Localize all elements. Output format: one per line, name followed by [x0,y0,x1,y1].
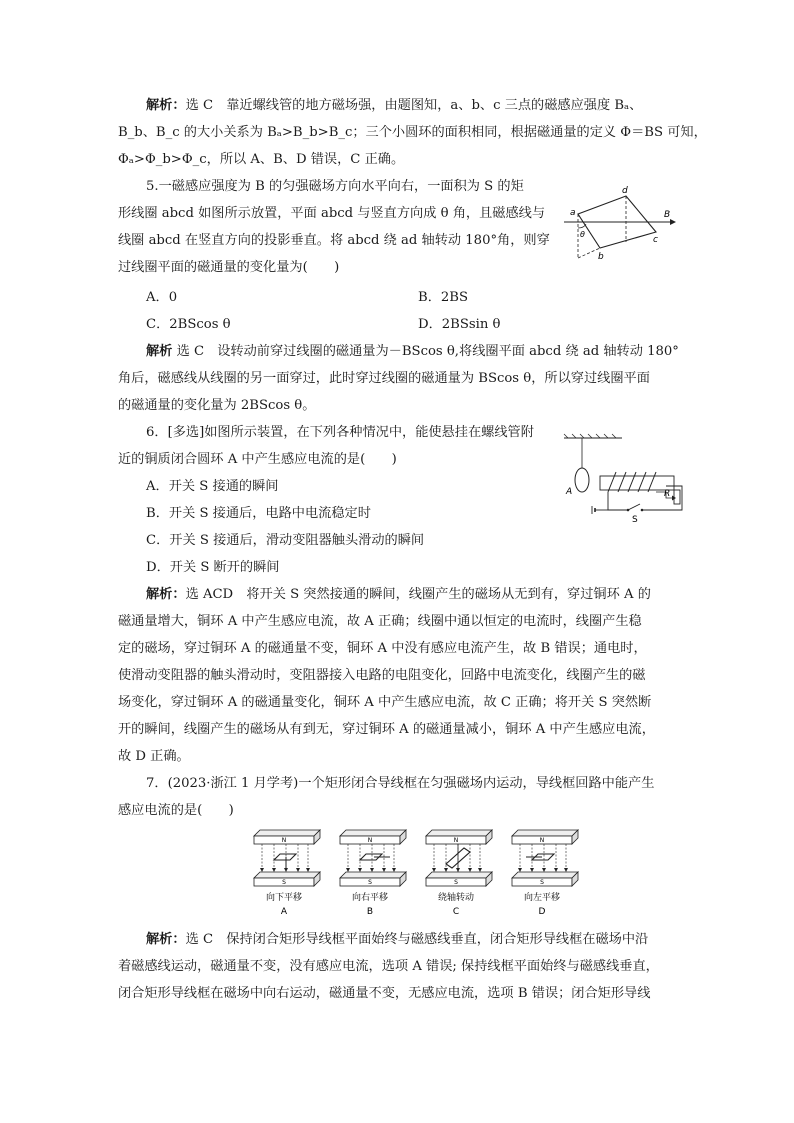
pole-label-n: N [367,837,373,844]
bottom-pole-face [254,872,320,878]
top-pole-face [254,830,320,836]
solution-tag: 解析： [146,932,186,947]
wire-frame [274,854,296,860]
sol5-line-3: 的磁通量的变化量为 2BScos θ。 [118,398,316,413]
q6-option-d: D．开关 S 断开的瞬间 [146,560,280,575]
sol6-line-2: 磁通量增大，铜环 A 中产生感应电流，故 A 正确；线圈中通以恒定的电流时，线圈产生稳 [118,614,642,629]
label-c: c [653,235,658,245]
q5-line-4: 过线圈平面的磁通量的变化量为( ) [118,260,340,275]
panel-letter: A [280,907,288,917]
field-arrow [468,868,472,872]
sol6-line-7: 故 D 正确。 [118,749,190,764]
q6-option-c: C．开关 S 接通后，滑动变阻器触头滑动的瞬间 [146,533,425,548]
pole-label-n: N [281,837,287,844]
q7-magnet-figures [244,826,580,918]
field-arrow [260,868,264,872]
q6-line-1: 6．[多选]如图所示装置，在下列各种情况中，能使悬挂在螺线管附 [146,425,534,440]
field-arrow [392,868,396,872]
field-arrow [296,868,300,872]
label-resistor-R: R [664,489,671,499]
q6-solenoid-figure [562,432,688,524]
field-arrow [530,868,534,872]
sol6-line-3: 定的磁场，穿过铜环 A 的磁通量不变，铜环 A 中没有感应电流产生，故 B 错误；通电时， [118,641,647,656]
field-arrow [444,868,448,872]
label-field-B: B [664,210,671,220]
q7-line-1: 7．(2023·浙江 1 月学考)一个矩形闭合导线框在匀强磁场内运动，导线框回路中能产生 [146,776,655,791]
panel-caption: 向左平移 [523,893,561,903]
sol4-line-3: Φₐ>Φ_b>Φ_c，所以 A、B、D 错误，C 正确。 [118,152,405,167]
q5-option-d: D．2BSsin θ [418,317,501,332]
bottom-pole-face [426,872,492,878]
sol7-line-3: 闭合矩形导线框在磁场中向右运动，磁通量不变，无感应电流，选项 B 错误；闭合矩形导线 [118,986,651,1001]
pole-label-s: S [540,879,544,886]
field-arrow [432,868,436,872]
q5-coil-figure [560,184,680,266]
sol4-line-2: B_b、B_c 的大小关系为 Bₐ>B_b>B_c；三个小圆环的面积相同，根据磁通量的定义 Φ＝BS 可知， [118,125,707,140]
sol5-line-2: 角后，磁感线从线圈的另一面穿过，此时穿过线圈的磁通量为 BScos θ，所以穿过线圈平面 [118,371,650,386]
field-arrow [346,868,350,872]
q6-option-b: B．开关 S 接通后，电路中电流稳定时 [146,506,371,521]
field-arrow [564,868,568,872]
bottom-pole-face [512,872,578,878]
label-a: a [570,208,576,218]
q5-option-a: A．0 [146,290,178,305]
pole-label-n: N [453,837,459,844]
field-arrow [284,868,288,872]
panel-caption: 向下平移 [265,893,303,903]
panel-letter: B [366,907,374,917]
solution-tag: 解析 [146,344,173,359]
field-arrow [370,868,374,872]
sol7-line-2: 着磁感线运动，磁通量不变，没有感应电流，选项 A 错误; 保持线框平面始终与磁感线垂直， [118,959,659,974]
label-ring-A: A [566,487,573,497]
field-arrow [382,868,386,872]
field-arrow [518,868,522,872]
label-switch-S: S [632,515,638,524]
solution-tag: 解析： [146,587,186,602]
top-pole-face [340,830,406,836]
pole-label-s: S [368,879,372,886]
q5-option-b: B．2BS [418,290,468,305]
q7-line-2: 感应电流的是( ) [118,803,234,818]
q5-line-3: 线圈 abcd 在竖直方向的投影垂直。将 abcd 绕 ad 轴转动 180°角，则穿 [118,233,550,248]
sol6-line-1: 解析：选 ACD 将开关 S 突然接通的瞬间，线圈产生的磁场从无到有，穿过铜环 A 的 [146,587,651,602]
panel-caption: 向右平移 [351,893,389,903]
bottom-pole-face [340,872,406,878]
sol5-line-1: 解析 选 C 设转动前穿过线圈的磁通量为－BScos θ,将线圈平面 abcd 绕 ad 轴转动 180° [146,344,679,359]
q6-option-a: A．开关 S 接通的瞬间 [146,479,279,494]
panel-letter: C [452,907,460,917]
field-arrow [306,868,310,872]
field-arrow [542,868,546,872]
pole-label-s: S [282,879,286,886]
label-theta: θ [580,230,585,239]
panel-caption: 绕轴转动 [437,893,475,903]
pole-label-n: N [539,837,545,844]
q5-line-2: 形线圈 abcd 如图所示放置，平面 abcd 与竖直方向成 θ 角，且磁感线与 [118,206,546,221]
q6-line-2: 近的铜质闭合圆环 A 中产生感应电流的是( ) [118,452,397,467]
sol7-line-1: 解析：选 C 保持闭合矩形导线框平面始终与磁感线垂直，闭合矩形导线框在磁场中沿 [146,932,649,947]
field-arrow [272,868,276,872]
sol6-line-4: 使滑动变阻器的触头滑动时，变阻器接入电路的电阻变化，回路中电流变化，线圈产生的磁 [118,668,646,683]
q5-line-1: 5.一磁感应强度为 B 的匀强磁场方向水平向右，一面积为 S 的矩 [146,179,524,194]
top-pole-face [512,830,578,836]
label-b: b [598,252,604,262]
field-arrow [358,868,362,872]
label-d: d [622,186,628,196]
solution-tag: 解析： [146,98,186,113]
field-arrow [478,868,482,872]
field-arrow [554,868,558,872]
pole-label-s: S [454,879,458,886]
sol6-line-5: 场变化，穿过铜环 A 的磁通量变化，铜环 A 中产生感应电流，故 C 正确；将开关 S 突然断 [118,695,652,710]
sol6-line-6: 开的瞬间，线圈产生的磁场从有到无，穿过铜环 A 的磁通量减小，铜环 A 中产生感应电流， [118,722,655,737]
q5-option-c: C．2BScos θ [146,317,231,332]
panel-letter: D [538,907,546,917]
sol4-line-1: 解析：选 C 靠近螺线管的地方磁场强，由题图知，a、b、c 三点的磁感应强度 Bₐ、 [146,98,643,113]
top-pole-face [426,830,492,836]
